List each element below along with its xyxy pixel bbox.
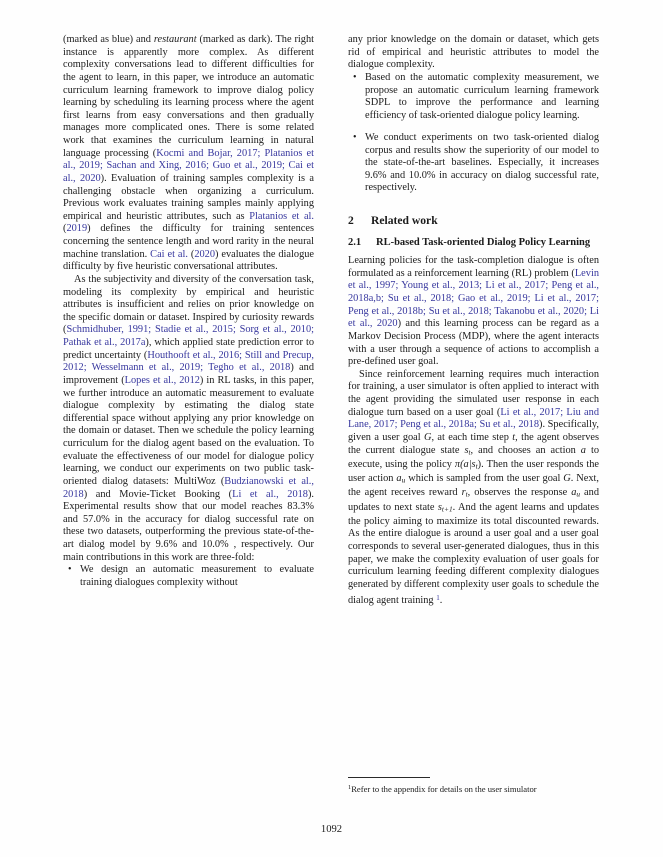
citation-link[interactable]: Peng et al., 2018b: [348, 305, 424, 317]
text-segment: As the subjectivity and diversity of the conversation task, modeling its complexity by empirical and heuristic attributes is insufficient and relies on prior knowledge on the specific domain or dataset. Inspired by curiosity rewards (: [63, 273, 314, 336]
paragraph-user-simulator: [348, 369, 599, 608]
text-segment: to execute, using the policy: [348, 444, 600, 470]
two-column-body: [63, 34, 600, 794]
citation-link[interactable]: Kocmi and Bojar, 2017: [156, 147, 258, 159]
text-segment: (marked as blue) and: [63, 34, 154, 45]
bullet-dot-icon: •: [353, 71, 357, 83]
text-segment: , at each time step: [431, 431, 513, 443]
spacer: [348, 228, 599, 237]
list-item: [63, 564, 314, 589]
section-heading-related-work: [348, 214, 599, 228]
math-user-action-a: a: [571, 487, 577, 499]
subsection-title: RL-based Task-oriented Dialog Policy Learning: [376, 236, 591, 248]
italic-term-restaurant: restaurant: [153, 34, 197, 45]
citation-year-link[interactable]: 2020: [194, 248, 216, 260]
citation-separator: ;: [83, 362, 92, 374]
paragraph-continued-intro: [63, 34, 314, 274]
citation-link[interactable]: Houthooft et al., 2016: [147, 349, 240, 361]
text-segment: . Then the user responds the user action: [348, 458, 599, 485]
list-item-text: We design an automatic measurement to evaluate training dialogues complexity without: [80, 564, 314, 588]
citation-separator: ;: [596, 293, 599, 305]
text-segment: .: [439, 594, 443, 606]
citation-link[interactable]: Peng et al., 2018a: [400, 419, 474, 431]
footnote-body: Refer to the appendix for details on the user simulator: [351, 783, 537, 794]
bullet-one-continuation: [348, 34, 599, 72]
citation-link[interactable]: Cai et al., 2020: [63, 160, 314, 184]
text-segment: (: [187, 248, 195, 260]
math-action-a: a: [580, 444, 586, 456]
citation-separator: ;: [99, 160, 107, 172]
citation-link[interactable]: Budzianowski et al., 2018: [63, 475, 314, 500]
citation-link[interactable]: Li et al., 2017: [500, 406, 561, 418]
math-policy-pi: π(a|s: [454, 458, 476, 470]
list-item-text: Based on the automatic complexity measurement, we propose an automatic curriculum learning framework SDPL to improve the performance and learning efficiency of task-oriented dialogue policy learning.: [365, 71, 599, 121]
citation-separator: ;: [239, 349, 245, 361]
right-column: [348, 34, 599, 794]
citation-separator: ;: [545, 280, 552, 292]
math-time-step-t: t: [512, 431, 516, 443]
citation-link[interactable]: Stadie et al., 2015: [154, 324, 233, 336]
list-item-text: We conduct experiments on two task-oriented dialog corpus and results show the superiority of our model to the state-of-the-art baselines. Especially, it increases 9.6% and 10.0% in accuracy on dialog successful rate, respectively.: [365, 131, 599, 194]
citation-separator: ;: [282, 160, 289, 172]
bullet-dot-icon: •: [353, 131, 357, 143]
text-segment: , and chooses an action: [470, 444, 581, 456]
citation-link[interactable]: Peng et al., 2018a,b: [348, 280, 599, 305]
citation-separator: ;: [488, 305, 495, 317]
footnote-number: 1: [348, 783, 352, 791]
citation-separator: ;: [200, 362, 209, 374]
text-segment: ). Specifically, given a user goal: [348, 419, 599, 443]
math-subscript-u: u: [401, 475, 406, 485]
footnote-reference-marker[interactable]: 1: [436, 593, 440, 602]
text-segment: and updates to next state: [348, 487, 599, 513]
citation-separator: ;: [148, 324, 155, 336]
math-paren-close: ): [477, 458, 482, 470]
citation-separator: ;: [232, 324, 240, 336]
text-segment: (marked as dark). The right instance is apparently more complex. As different complexity conversations lead to different difficulties for the agent to learn, in this paper, we introduce an automatic curriculum learning framework to improve dialog policy learning by scheduling its learning process where the agent first learns from easy conversations and then gradually manages more complicated ones. There is some related work that examines the curriculum learning in natural language processing (: [63, 34, 314, 159]
left-column: [63, 34, 314, 794]
text-segment: . Next, the agent receives reward: [348, 473, 599, 499]
math-user-goal-G: G: [424, 431, 432, 443]
text-segment: ) defines the difficulty for training sentences concerning the sentence length and word rarity in the neural machine translation.: [63, 223, 314, 260]
citation-link[interactable]: Takanobu et al., 2020: [494, 305, 585, 317]
citation-link[interactable]: Li et al., 2017: [485, 280, 546, 292]
citation-link[interactable]: Sorg et al., 2010: [239, 324, 312, 336]
text-segment: ) and Movie-Ticket Booking (: [83, 488, 233, 500]
citation-separator: ;: [311, 324, 315, 336]
citation-link[interactable]: Li et al., 2018: [232, 488, 308, 500]
text-segment: ). Experimental results show that our model reaches 83.3% and 57.0% in the accuracy for dialog successful rate on these two datasets, outperforming the previous state-of-the-art dialog model by 9.6% and 10.0% , respectively. Our main contributions in this work are three-fold:: [63, 488, 314, 563]
text-segment: which is sampled from the user goal: [405, 473, 564, 485]
citation-link[interactable]: Su et al., 2018: [428, 305, 489, 317]
citation-link[interactable]: Liu and Lane, 2017: [348, 406, 599, 431]
text-segment: ), which applied state prediction error to predict uncertainty (: [63, 337, 314, 361]
footnote-separator-rule: [348, 777, 430, 778]
citation-link[interactable]: Su et al., 2018: [479, 419, 540, 431]
text-segment: Since reinforcement learning requires much interaction for training, a user simulator is often applied to interact with the agent providing the simulated user response in each dialogue turn based on a user goal (: [348, 368, 599, 418]
math-subscript-t: t: [465, 489, 468, 499]
subsection-heading-rl-based: [348, 237, 599, 250]
paragraph-subjectivity: [63, 274, 314, 564]
citation-link[interactable]: Cai et al.: [150, 248, 188, 260]
citation-year-link[interactable]: 2019: [66, 223, 88, 235]
citation-separator: ;: [257, 147, 265, 159]
contributions-list: [63, 564, 314, 589]
citation-separator: ;: [560, 406, 567, 418]
subsection-number: 2.1: [348, 236, 362, 248]
citation-link[interactable]: Li et al., 2020: [348, 305, 599, 330]
citation-link[interactable]: Wesselmann et al., 2019: [91, 362, 201, 374]
citation-separator: ;: [451, 293, 458, 305]
spacer: [348, 195, 599, 214]
text-segment: ) and this learning process can be regard as a Markov Decision Process (MDP), where the agent interacts with a user through a sequence of actions to accomplish a pre-defined user goal.: [348, 318, 599, 368]
citation-link[interactable]: Young et al., 2013: [401, 280, 480, 292]
bullet-dot-icon: •: [68, 564, 72, 576]
citation-link[interactable]: Levin et al., 1997: [348, 267, 599, 292]
list-item: [348, 132, 599, 195]
text-segment: ) and improvement (: [63, 362, 314, 386]
citation-separator: ;: [584, 305, 590, 317]
math-subscript-t: t: [468, 447, 471, 457]
citation-link[interactable]: Tegho et al., 2018: [208, 362, 291, 374]
citation-separator: ;: [423, 305, 429, 317]
math-state-s: s: [464, 444, 469, 456]
paragraph-rl-formulation: [348, 255, 599, 369]
section-number: 2: [348, 214, 354, 227]
math-subscript-u: u: [576, 489, 581, 499]
citation-link[interactable]: Platanios et al., 2019: [63, 147, 314, 172]
citation-link[interactable]: Guo et al., 2019: [212, 160, 283, 172]
text-segment: Learning policies for the task-completion dialogue is often formulated as a reinforcement learning (RL) problem (: [348, 255, 599, 279]
citation-separator: ;: [479, 280, 486, 292]
citation-separator: ;: [394, 419, 401, 431]
citation-link[interactable]: Platanios et al.: [249, 210, 314, 222]
page-number: 1092: [320, 824, 343, 835]
math-subscript-t: t: [475, 461, 478, 471]
math-user-goal-G: G: [563, 473, 571, 485]
citation-separator: ;: [473, 419, 480, 431]
math-user-action-a: a: [396, 473, 402, 485]
citation-link[interactable]: Schmidhuber, 1991: [66, 324, 149, 336]
text-segment: (: [63, 223, 67, 235]
math-reward-r: r: [461, 487, 466, 499]
math-next-state-s: s: [437, 501, 442, 513]
text-segment: any prior knowledge on the domain or dataset, which gets rid of empirical and heuristic attributes to model the dialogue complexity.: [348, 34, 599, 71]
text-segment: , the agent observes the current dialogue state: [348, 431, 599, 456]
citation-separator: ;: [395, 280, 402, 292]
citation-link[interactable]: Li et al., 2017: [534, 293, 597, 305]
citation-link[interactable]: Su et al., 2018: [387, 293, 452, 305]
citation-link[interactable]: Pathak et al., 2017a: [63, 337, 146, 348]
citation-separator: ;: [206, 160, 213, 172]
footnote-text: [348, 783, 599, 794]
text-segment: . And the agent learns and updates the policy aiming to maximize its total discounted rewards. As the entire dialogue is around a user goal and a user goal corresponds to several user-generated dialogues, thus in this paper, we make the complexity evaluation of user goals for curriculum learning feeding different complexity dialogues generated by different complexity user goals to schedule the dialog agent training: [348, 501, 599, 606]
citation-link[interactable]: Still and Precup, 2012: [63, 349, 314, 374]
math-subscript-t-plus-1: t+1: [441, 504, 453, 514]
text-segment: ) in RL tasks, in this paper, we further introduce an automatic measurement to evaluate dialogue complexity by estimating the dialog state differential space without applying any prior knowledge on the domain or dataset. Then we schedule the policy learning curriculum for the dialog agent based on the evaluation. To evaluate the effectiveness of our model for dialogue policy learning, we conduct our experiments on two public task-oriented dialog datasets: MultiWoz (: [63, 374, 315, 487]
footnote-area: [348, 777, 599, 794]
text-segment: ). Evaluation of training samples complexity is a challenging obstacle when organizing a curriculum. Previous work evaluates training samples mainly applying empirical and heuristic attributes, such as: [63, 172, 314, 222]
citation-link[interactable]: Lopes et al., 2012: [124, 374, 200, 386]
citation-separator: ;: [381, 293, 388, 305]
citation-separator: ;: [527, 293, 535, 305]
contributions-list-continued: [348, 72, 599, 195]
citation-link[interactable]: Gao et al., 2019: [457, 293, 528, 305]
list-item: [348, 72, 599, 123]
citation-link[interactable]: Sachan and Xing, 2016: [106, 160, 207, 172]
text-segment: , observes the response: [467, 487, 572, 499]
section-title: Related work: [371, 214, 438, 227]
text-segment: ) evaluates the dialogue difficulty by five heuristic conversational attributes.: [63, 248, 315, 273]
